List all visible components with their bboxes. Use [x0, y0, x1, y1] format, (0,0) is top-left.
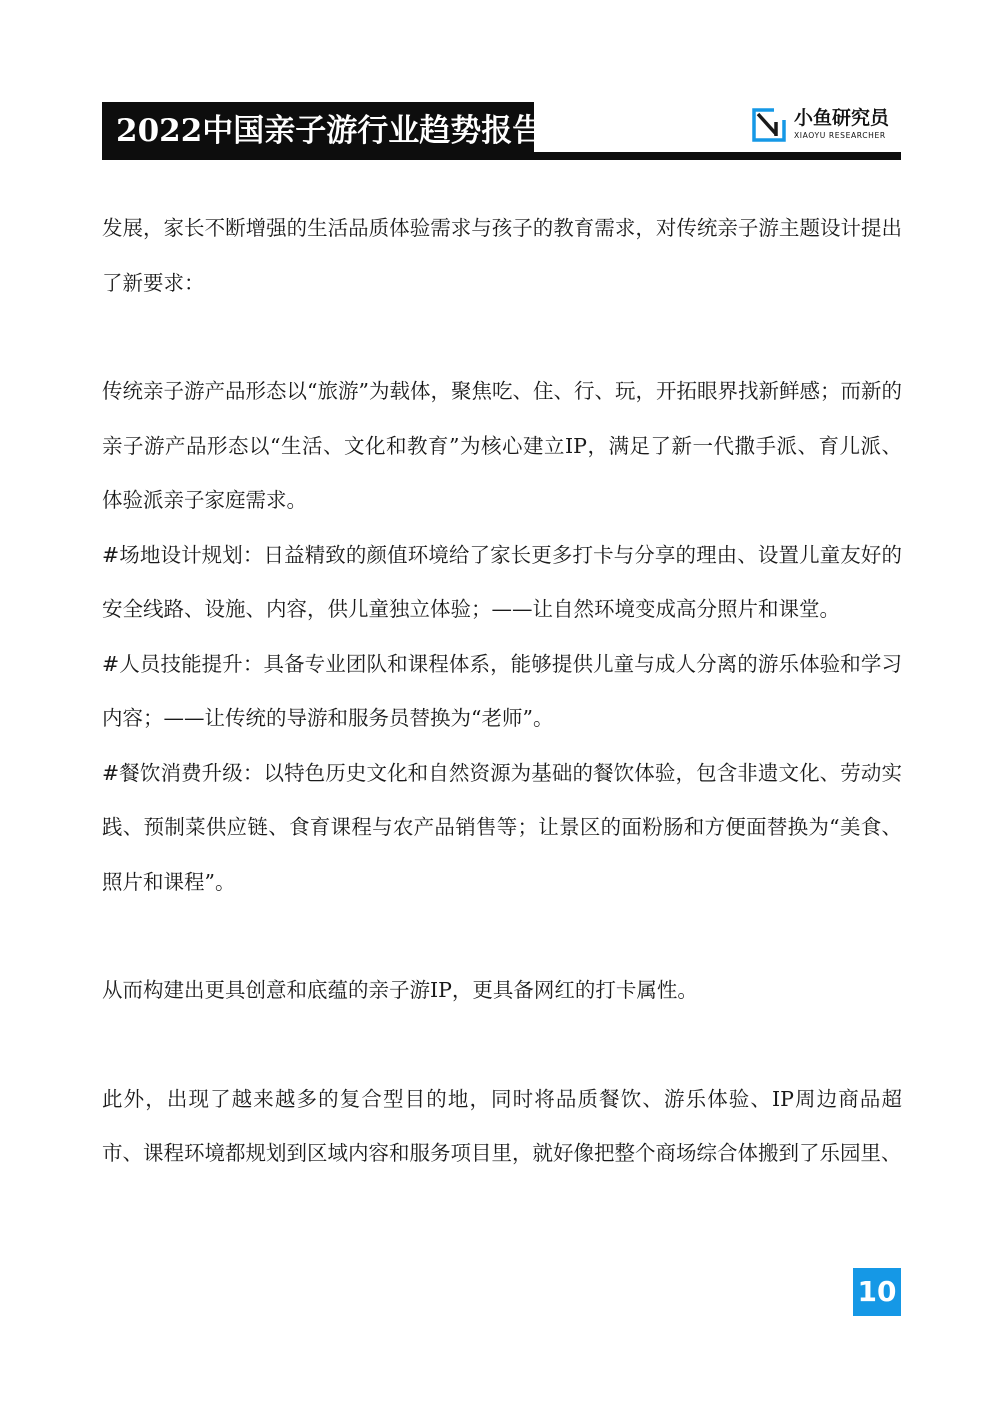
logo-name-en: XIAOYU RESEARCHER [794, 131, 886, 140]
paragraph: #场地设计规划：日益精致的颜值环境给了家长更多打卡与分享的理由、设置儿童友好的安全线路、设施、内容，供儿童独立体验；——让自然环境变成高分照片和课堂。 [102, 542, 902, 621]
paragraph: 发展，家长不断增强的生活品质体验需求与孩子的教育需求，对传统亲子游主题设计提出了新要求： [102, 216, 902, 295]
brand-logo [752, 106, 902, 146]
body-text [102, 201, 902, 1181]
paragraph: 传统亲子游产品形态以“旅游”为载体，聚焦吃、住、行、玩，开拓眼界找新鲜感；而新的亲子游产品形态以“生活、文化和教育”为核心建立IP，满足了新一代撒手派、育儿派、体验派亲子家庭需求。 [102, 379, 902, 512]
logo-name-cn: 小鱼研究员 [794, 107, 890, 129]
page-number: 10 [857, 1275, 897, 1308]
page-number-badge [853, 1268, 901, 1316]
paragraph: 从而构建出更具创意和底蕴的亲子游IP，更具备网红的打卡属性。 [102, 978, 698, 1002]
header-divider [102, 152, 901, 160]
xiaoyu-logo-icon [752, 108, 786, 142]
report-title: 2022中国亲子游行业趋势报告 [116, 113, 544, 149]
paragraph: 此外，出现了越来越多的复合型目的地，同时将品质餐饮、游乐体验、IP周边商品超市、课程环境都规划到区域内容和服务项目里，就好像把整个商场综合体搬到了乐园里、 [102, 1086, 902, 1165]
paragraph: #人员技能提升：具备专业团队和课程体系，能够提供儿童与成人分离的游乐体验和学习内容；——让传统的导游和服务员替换为“老师”。 [102, 651, 902, 730]
paragraph: #餐饮消费升级：以特色历史文化和自然资源为基础的餐饮体验，包含非遗文化、劳动实践、预制菜供应链、食育课程与农产品销售等；让景区的面粉肠和方便面替换为“美食、照片和课程”。 [102, 760, 902, 894]
